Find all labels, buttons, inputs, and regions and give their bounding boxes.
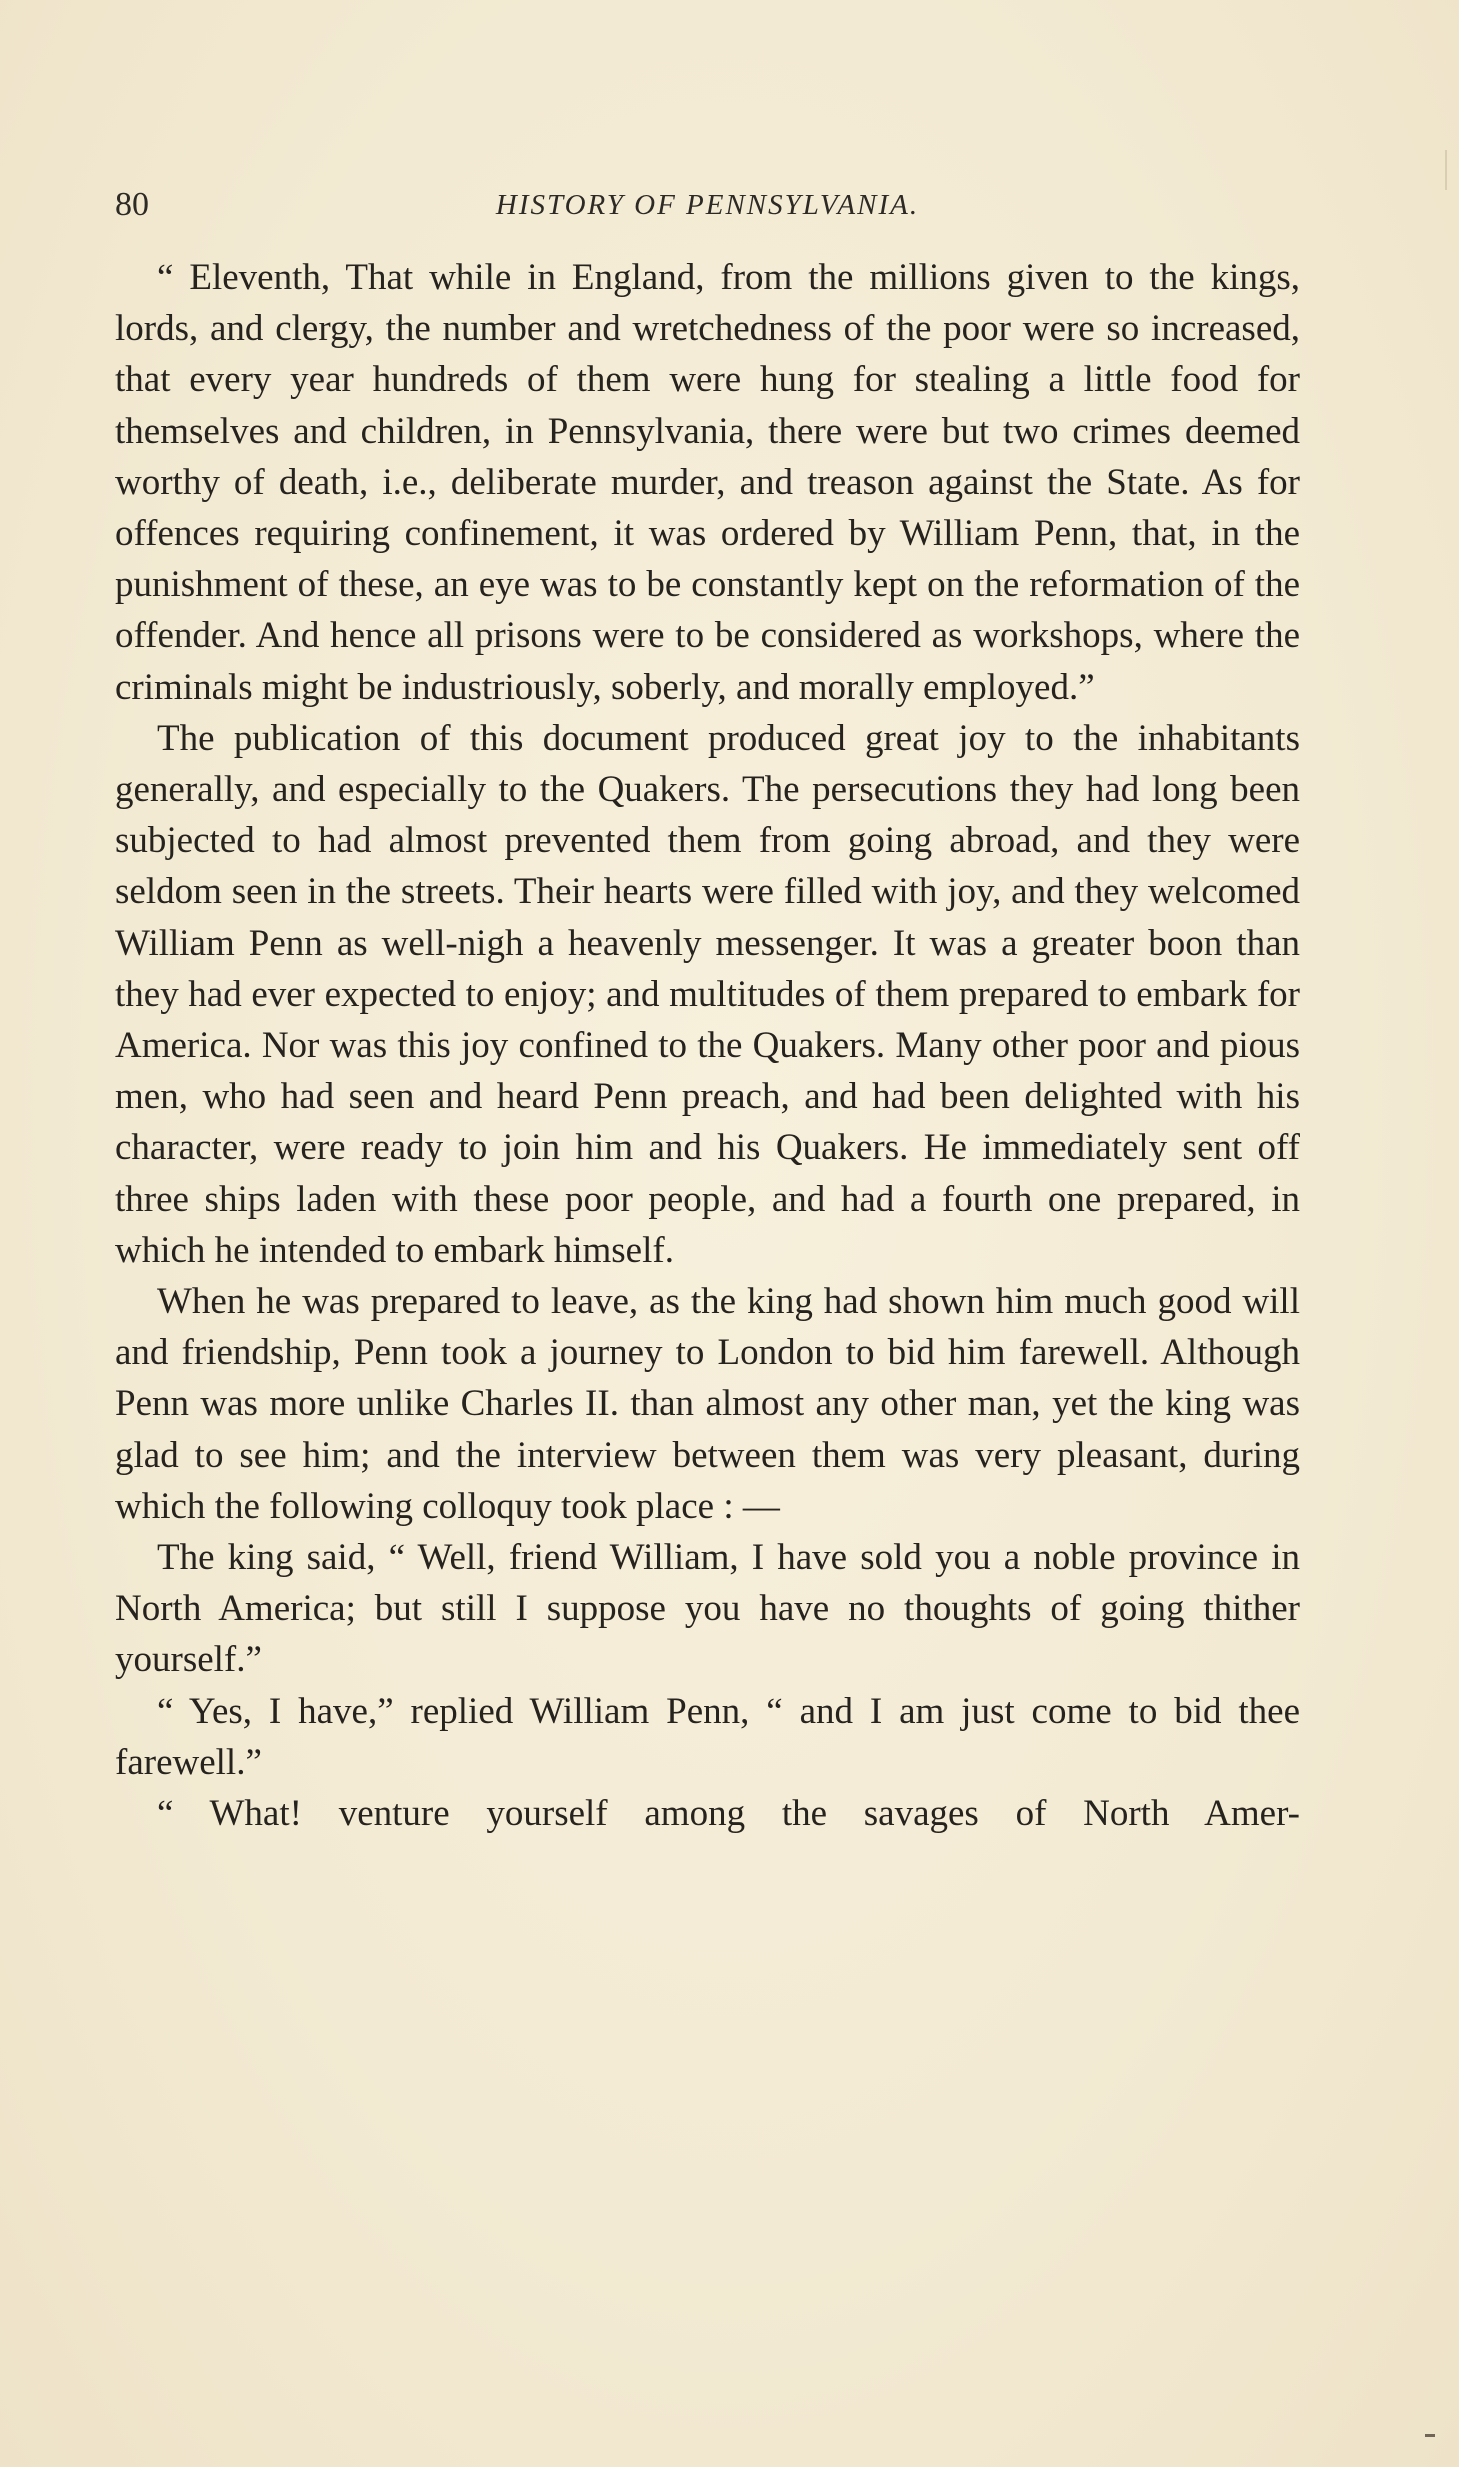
- body-text: [115, 252, 1300, 1839]
- page-header: [115, 180, 1300, 230]
- paragraph-farewell-journey: When he was prepared to leave, as the king had shown him much good will and friendship, Penn took a journey to London to bid him farewell. Although Penn was more unlike Charles II. than almost any other man, yet the king was glad to see him; and the interview between them was very pleasant, during which the following colloquy took place : —: [115, 1281, 1300, 1527]
- paragraph-king-said: The king said, “ Well, friend William, I have sold you a noble province in North America; but still I suppose you have no thoughts of going thither yourself.”: [115, 1537, 1300, 1681]
- paragraph-publication: The publication of this document produced great joy to the inhabitants generally, and especially to the Quakers. The persecutions they had long been subjected to had almost prevented them from going abroad, and they were seldom seen in the streets. Their hearts were filled with joy, and they welcomed William Penn as well-nigh a heavenly messenger. It was a greater boon than they had ever expected to enjoy; and multitudes of them prepared to embark for America. Nor was this joy confined to the Quakers. Many other poor and pious men, who had seen and heard Penn preach, and had been delighted with his character, were ready to join him and his Quakers. He immediately sent off three ships laden with these poor people, and had a fourth one prepared, in which he intended to embark himself.: [115, 717, 1300, 1271]
- paragraph-what-venture: “ What! venture yourself among the savages of North Amer-: [157, 1793, 1300, 1835]
- page-edge-mark: [1445, 150, 1447, 190]
- running-title: HISTORY OF PENNSYLVANIA.: [495, 189, 920, 221]
- page-number: 80: [115, 186, 149, 223]
- paragraph-eleventh: “ Eleventh, That while in England, from the millions given to the kings, lords, and clergy, the number and wretchedness of the poor were so increased, that every year hundreds of them were hung for stealing a little food for themselves and children, in Pennsylvania, there were but two crimes deemed worthy of death, i.e., deliberate murder, and treason against the State. As for offences requiring confinement, it was ordered by William Penn, that, in the punishment of these, an eye was to be constantly kept on the reformation of the offender. And hence all prisons were to be considered as workshops, where the criminals might be industriously, soberly, and morally employed.”: [115, 257, 1300, 708]
- corner-mark: [1425, 2434, 1435, 2437]
- paragraph-penn-reply: “ Yes, I have,” replied William Penn, “ and I am just come to bid thee farewell.”: [115, 1690, 1300, 1783]
